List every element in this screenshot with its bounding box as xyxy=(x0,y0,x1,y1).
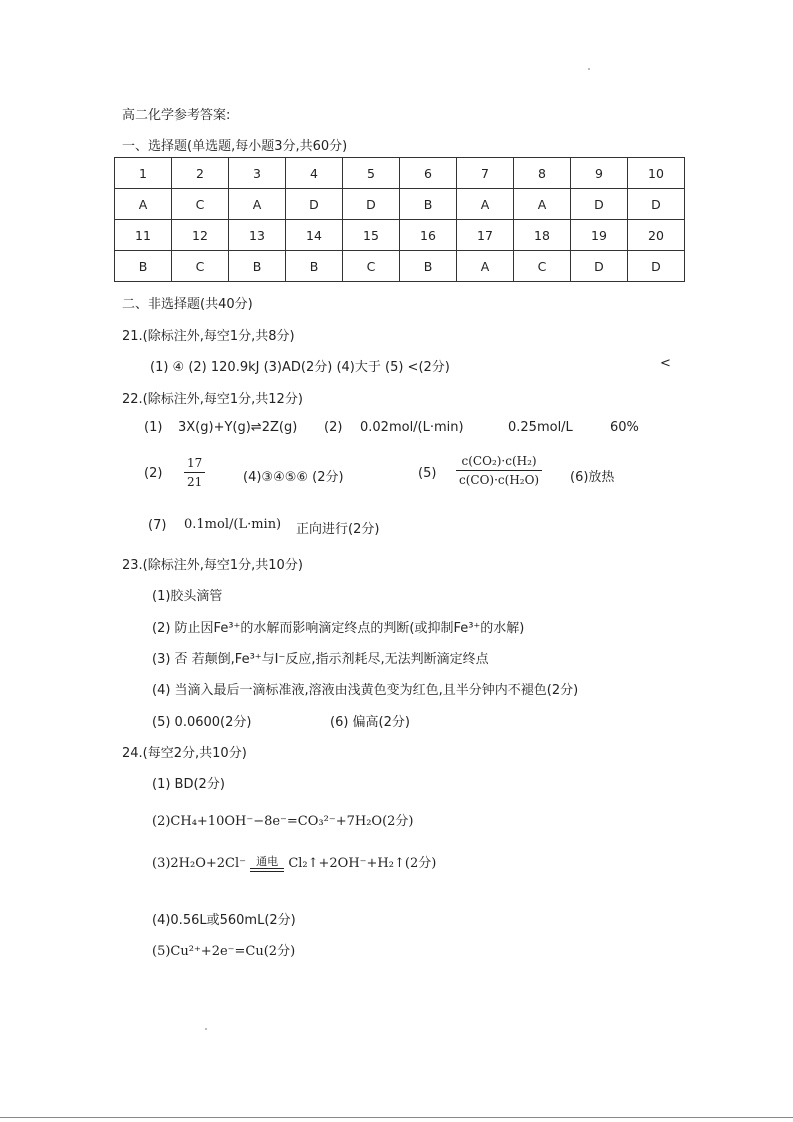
question-number-cell: 12 xyxy=(172,220,229,251)
q24-answer-2: (2)CH₄+10OH⁻−8e⁻=CO₃²⁻+7H₂O(2分) xyxy=(152,814,414,829)
question-number-cell: 17 xyxy=(457,220,514,251)
q22-label-6: (6)放热 xyxy=(570,470,615,485)
q22-concentration: 0.25mol/L xyxy=(508,420,573,435)
q23-answer-4: (4) 当滴入最后一滴标准液,溶液由浅黄色变为红色,且半分钟内不褪色(2分) xyxy=(152,683,579,698)
q24-answer-3 xyxy=(152,852,436,872)
q22-rate-2: 0.1mol/(L·min) xyxy=(184,517,282,532)
q22-label-5: (5) xyxy=(418,466,437,481)
electrolysis-condition: 通电 xyxy=(256,854,279,868)
fraction-numerator: 17 xyxy=(184,456,205,473)
q23-answer-2: (2) 防止因Fe³⁺的水解而影响滴定终点的判断(或抑制Fe³⁺的水解) xyxy=(152,621,525,636)
section1-heading: 一、选择题(单选题,每小题3分,共60分) xyxy=(122,139,348,154)
q24-heading: 24.(每空2分,共10分) xyxy=(122,746,247,761)
q22-percent: 60% xyxy=(610,420,639,435)
question-number-cell: 4 xyxy=(286,158,343,189)
q24-answer-5: (5)Cu²⁺+2e⁻=Cu(2分) xyxy=(152,944,296,959)
answer-cell: D xyxy=(628,189,685,220)
q22-direction: 正向进行(2分) xyxy=(296,522,380,537)
q24-answer-3-reactants: (3)2H₂O+2Cl⁻ xyxy=(152,856,247,871)
q22-fraction xyxy=(184,456,205,489)
table-row xyxy=(115,158,685,189)
answer-cell: A xyxy=(514,189,571,220)
page-title: 高二化学参考答案: xyxy=(122,108,231,123)
question-number-cell: 8 xyxy=(514,158,571,189)
page-bottom-border xyxy=(0,1117,793,1118)
answer-cell: D xyxy=(571,251,628,282)
answer-cell: A xyxy=(457,251,514,282)
q23-answer-5: (5) 0.0600(2分) xyxy=(152,715,252,730)
question-number-cell: 10 xyxy=(628,158,685,189)
answer-cell: B xyxy=(115,251,172,282)
answer-cell: A xyxy=(457,189,514,220)
question-number-cell: 11 xyxy=(115,220,172,251)
question-number-cell: 2 xyxy=(172,158,229,189)
answer-cell: B xyxy=(400,251,457,282)
q22-label-4: (4)③④⑤⑥ (2分) xyxy=(243,470,344,485)
q24-answer-3-products: Cl₂↑+2OH⁻+H₂↑(2分) xyxy=(288,856,437,871)
answer-cell: A xyxy=(229,189,286,220)
q22-rate: 0.02mol/(L·min) xyxy=(360,420,464,435)
answer-cell: A xyxy=(115,189,172,220)
answer-cell: D xyxy=(343,189,400,220)
q22-label-2: (2) xyxy=(324,420,343,435)
answer-cell: D xyxy=(571,189,628,220)
electrolysis-arrow xyxy=(250,856,284,872)
answer-cell: B xyxy=(400,189,457,220)
table-row xyxy=(115,189,685,220)
section2-heading: 二、非选择题(共40分) xyxy=(122,297,253,312)
q22-label-7: (7) xyxy=(148,518,167,533)
q21-heading: 21.(除标注外,每空1分,共8分) xyxy=(122,329,295,344)
q24-answer-4: (4)0.56L或560mL(2分) xyxy=(152,913,296,928)
answer-cell: B xyxy=(229,251,286,282)
question-number-cell: 3 xyxy=(229,158,286,189)
scan-speck xyxy=(588,68,590,70)
question-number-cell: 5 xyxy=(343,158,400,189)
fraction-denominator: 21 xyxy=(187,475,203,489)
q23-answer-3: (3) 否 若颠倒,Fe³⁺与I⁻反应,指示剂耗尽,无法判断滴定终点 xyxy=(152,652,489,667)
q23-heading: 23.(除标注外,每空1分,共10分) xyxy=(122,558,303,573)
q23-answer-1: (1)胶头滴管 xyxy=(152,589,223,604)
question-number-cell: 16 xyxy=(400,220,457,251)
question-number-cell: 18 xyxy=(514,220,571,251)
q22-equation: 3X(g)+Y(g)⇌2Z(g) xyxy=(178,420,298,435)
question-number-cell: 1 xyxy=(115,158,172,189)
answer-cell: D xyxy=(286,189,343,220)
q23-answer-6: (6) 偏高(2分) xyxy=(330,715,410,730)
answer-cell: C xyxy=(172,189,229,220)
q22-label-1: (1) xyxy=(144,420,163,435)
question-number-cell: 20 xyxy=(628,220,685,251)
equals-sign xyxy=(250,868,284,872)
question-number-cell: 6 xyxy=(400,158,457,189)
answer-cell: C xyxy=(172,251,229,282)
q22-heading: 22.(除标注外,每空1分,共12分) xyxy=(122,392,303,407)
answer-cell: B xyxy=(286,251,343,282)
question-number-cell: 19 xyxy=(571,220,628,251)
answer-table xyxy=(114,157,685,282)
q21-answers: (1) ④ (2) 120.9kJ (3)AD(2分) (4)大于 (5) <(2分) xyxy=(150,360,450,375)
q24-answer-1: (1) BD(2分) xyxy=(152,777,225,792)
answer-cell: D xyxy=(628,251,685,282)
k-denominator: c(CO)·c(H₂O) xyxy=(459,473,540,487)
table-row xyxy=(115,220,685,251)
question-number-cell: 9 xyxy=(571,158,628,189)
q22-equilibrium-constant xyxy=(456,454,542,487)
answer-cell: C xyxy=(343,251,400,282)
question-number-cell: 7 xyxy=(457,158,514,189)
answer-cell: C xyxy=(514,251,571,282)
q21-tail: < xyxy=(660,356,671,371)
table-row xyxy=(115,251,685,282)
k-numerator: c(CO₂)·c(H₂) xyxy=(456,454,542,471)
q22-label-3: (2) xyxy=(144,466,163,481)
question-number-cell: 14 xyxy=(286,220,343,251)
scan-speck xyxy=(205,1028,207,1030)
question-number-cell: 15 xyxy=(343,220,400,251)
question-number-cell: 13 xyxy=(229,220,286,251)
